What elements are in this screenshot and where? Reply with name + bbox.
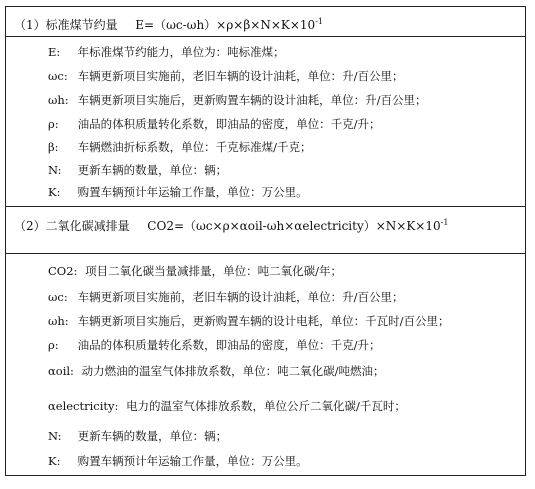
definition-row <box>48 44 285 60</box>
symbol: β: <box>48 140 59 154</box>
definition-text: 车辆燃油折标系数，单位：千克标准煤/千克； <box>77 140 312 154</box>
symbol: N: <box>48 163 62 177</box>
definition-row <box>48 453 308 469</box>
definition-row <box>48 139 312 155</box>
symbol: K: <box>48 454 61 468</box>
definition-text: 动力燃油的温室气体排放系数，单位：吨二氧化碳/吨燃油； <box>81 364 385 378</box>
definition-row <box>48 116 381 132</box>
definition-row <box>48 313 450 329</box>
section2-title: （2）二氧化碳减排量 <box>14 219 130 233</box>
symbol: ρ: <box>48 117 59 131</box>
section1-exponent: -1 <box>315 17 323 26</box>
section2-formula: CO2=（ωc×ρ×αoil-ωh×αelectricity）×N×K×10 <box>147 219 441 233</box>
symbol: ρ: <box>48 338 59 352</box>
symbol: K: <box>48 185 61 199</box>
divider <box>6 36 525 37</box>
definition-text: 油品的体积质量转化系数，即油品的密度，单位：千克/升； <box>77 117 381 131</box>
definition-text: 年标准煤节约能力，单位为：吨标准煤； <box>77 45 285 59</box>
section2-exponent: -1 <box>440 218 449 227</box>
symbol: N: <box>48 429 62 443</box>
divider <box>6 206 525 207</box>
symbol: E: <box>48 45 61 59</box>
divider <box>6 253 525 254</box>
definition-text: 车辆更新项目实施后，更新购置车辆的设计电耗，单位：千瓦时/百公里； <box>77 314 450 328</box>
section1-formula: E=（ωc-ωh）×ρ×β×N×K×10 <box>135 18 316 32</box>
definition-row <box>48 184 308 200</box>
definition-text: 车辆更新项目实施后，更新购置车辆的设计油耗，单位：升/百公里； <box>77 93 427 107</box>
definition-text: 油品的体积质量转化系数，即油品的密度，单位：千克/升； <box>77 338 381 352</box>
definition-row <box>48 263 342 279</box>
definition-text: 购置车辆预计年运输工作量，单位：万公里。 <box>77 454 308 468</box>
symbol: αelectricity: <box>48 399 119 413</box>
definition-text: 车辆更新项目实施前，老旧车辆的设计油耗，单位：升/百公里； <box>77 69 404 83</box>
symbol: ωc: <box>48 69 68 83</box>
definition-row <box>48 289 404 305</box>
definition-row <box>48 68 404 84</box>
symbol: ωc: <box>48 290 68 304</box>
definition-text: 车辆更新项目实施前，老旧车辆的设计油耗，单位：升/百公里； <box>77 290 404 304</box>
definition-row <box>48 162 227 178</box>
symbol: CO2: <box>48 264 78 278</box>
symbol: ωh: <box>48 93 69 107</box>
section2-header <box>14 217 448 234</box>
definition-row <box>48 428 227 444</box>
definition-row <box>48 92 427 108</box>
formula-table <box>5 6 526 476</box>
section1-header <box>14 16 323 33</box>
section1-title: （1）标准煤节约量 <box>14 18 118 32</box>
symbol: ωh: <box>48 314 69 328</box>
definition-row <box>48 398 406 414</box>
definition-row <box>48 337 381 353</box>
definition-text: 项目二氧化碳当量减排量，单位：吨二氧化碳/年； <box>85 264 342 278</box>
symbol: αoil: <box>48 364 74 378</box>
definition-text: 购置车辆预计年运输工作量，单位：万公里。 <box>77 185 308 199</box>
definition-text: 电力的温室气体排放系数，单位公斤二氧化碳/千瓦时； <box>126 399 406 413</box>
definition-row <box>48 363 384 379</box>
definition-text: 更新车辆的数量，单位：辆； <box>77 163 228 177</box>
definition-text: 更新车辆的数量，单位：辆； <box>77 429 228 443</box>
